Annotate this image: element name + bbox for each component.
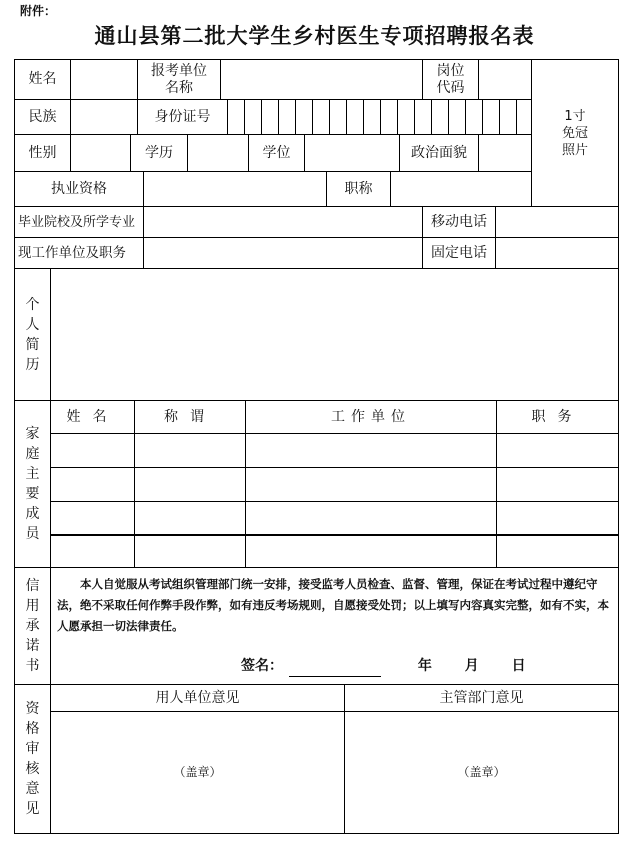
id-digit-box[interactable] [363,99,381,135]
field-gender[interactable] [70,134,131,172]
id-digit-box[interactable] [482,99,500,135]
family-cell-position[interactable] [496,467,619,502]
id-digit-box[interactable] [278,99,296,135]
promise-char: 诺 [25,638,40,654]
field-name[interactable] [70,59,138,100]
label-ethnicity: 民族 [14,99,71,135]
employer-opinion-header: 用人单位意见 [50,684,345,712]
label-qualification-review [14,684,51,834]
table-row [14,534,619,568]
review-char: 格 [25,721,40,737]
promise-char: 用 [25,598,40,614]
promise-char: 信 [25,578,40,594]
id-digit-box[interactable] [380,99,398,135]
resume-char: 个 [25,296,40,313]
id-digit-box[interactable] [346,99,364,135]
field-resume[interactable] [50,268,619,401]
review-char: 核 [25,761,40,777]
field-education[interactable] [187,134,249,172]
photo-line1: 1寸 [564,108,586,124]
field-work-unit[interactable] [143,237,423,269]
field-school-major[interactable] [143,206,423,238]
family-cell-name[interactable] [50,534,135,568]
family-header-name: 姓名 [50,400,135,434]
family-cell-name[interactable] [50,467,135,502]
field-title-rank[interactable] [390,171,532,207]
label-applied-unit [137,59,221,100]
label-credit-promise [14,567,51,685]
label-resume [14,268,51,401]
id-digit-box[interactable] [261,99,279,135]
label-gender: 性别 [14,134,71,172]
promise-char: 书 [25,658,40,674]
family-char: 成 [25,506,40,522]
review-char: 见 [25,801,40,817]
date-year: 年 [417,658,432,674]
label-political-status: 政治面貌 [399,134,479,172]
family-char: 主 [25,466,40,482]
id-digit-box[interactable] [329,99,347,135]
id-digit-box[interactable] [465,99,483,135]
label-name: 姓名 [14,59,71,100]
field-degree[interactable] [304,134,400,172]
id-number-digit-boxes[interactable] [227,99,532,135]
id-digit-box[interactable] [244,99,262,135]
label-education: 学历 [130,134,188,172]
id-digit-box[interactable] [516,99,532,135]
family-cell-work-unit[interactable] [245,501,497,536]
family-cell-relation[interactable] [134,534,246,568]
id-digit-box[interactable] [295,99,313,135]
employer-seal-label: （盖章） [173,765,222,779]
family-cell-work-unit[interactable] [245,467,497,502]
family-cell-position[interactable] [496,534,619,568]
family-cell-position[interactable] [496,433,619,468]
field-mobile[interactable] [495,206,619,238]
registration-form [14,59,619,834]
family-cell-name[interactable] [50,433,135,468]
family-cell-work-unit[interactable] [245,433,497,468]
family-header-work-unit: 工作单位 [245,400,497,434]
label-applied-unit-line2: 名称 [165,79,193,96]
photo-line3: 照片 [561,142,588,158]
id-digit-box[interactable] [312,99,330,135]
review-char: 意 [25,781,40,797]
label-post-code [422,59,479,100]
form-title: 通山县第二批大学生乡村医生专项招聘报名表 [94,24,535,48]
table-row [14,433,619,467]
id-digit-box[interactable] [448,99,466,135]
id-digit-box[interactable] [397,99,415,135]
family-cell-position[interactable] [496,501,619,536]
id-digit-box[interactable] [414,99,432,135]
resume-char: 人 [25,316,40,333]
family-char: 家 [25,426,40,442]
dept-opinion-box[interactable] [344,711,619,834]
table-row [14,467,619,501]
photo-box[interactable] [531,59,619,207]
dept-opinion-header: 主管部门意见 [344,684,619,712]
label-id-number: 身份证号 [137,99,228,135]
field-license[interactable] [143,171,327,207]
field-applied-unit[interactable] [220,59,423,100]
family-header-relation: 称谓 [134,400,246,434]
credit-promise-box [50,567,619,685]
id-digit-box[interactable] [499,99,517,135]
label-license: 执业资格 [14,171,144,207]
attachment-label: 附件： [20,4,57,18]
resume-char: 历 [25,356,40,373]
family-cell-relation[interactable] [134,501,246,536]
employer-opinion-box[interactable] [50,711,345,834]
sign-date [404,658,540,674]
dept-seal-label: （盖章） [457,765,506,779]
label-school-major: 毕业院校及所学专业 [14,206,144,238]
family-header-position: 职务 [496,400,619,434]
table-row [14,501,619,535]
label-title-rank: 职称 [326,171,391,207]
label-post-code-line1: 岗位 [436,62,465,79]
family-char: 庭 [25,446,40,462]
family-cell-relation[interactable] [134,467,246,502]
review-char: 审 [25,741,40,757]
photo-line2: 免冠 [561,125,588,141]
review-char: 资 [25,701,40,717]
promise-char: 承 [25,618,40,634]
field-political-status[interactable] [478,134,532,172]
signature-area [241,656,540,677]
family-char: 要 [25,486,40,502]
label-applied-unit-line1: 报考单位 [151,62,207,79]
label-post-code-line2: 代码 [436,79,465,96]
family-cell-name[interactable] [50,501,135,536]
signature-line[interactable] [289,660,381,677]
label-work-unit: 现工作单位及职务 [14,237,144,269]
credit-promise-text: 本人自觉服从考试组织管理部门统一安排，接受监考人员检查、监督、管理，保证在考试过程中遵纪守法，绝不采取任何作弊手段作弊，如有违反考场规则，自愿接受处罚；以上填写内容真实完整，如有不实，本人愿承担一切法律责任。 [57,577,609,633]
field-post-code[interactable] [478,59,532,100]
date-day: 日 [511,658,526,674]
id-digit-box[interactable] [431,99,449,135]
family-cell-relation[interactable] [134,433,246,468]
signature-label: 签名： [241,658,283,674]
field-ethnicity[interactable] [70,99,138,135]
resume-char: 简 [25,336,40,353]
field-landline[interactable] [495,237,619,269]
label-landline: 固定电话 [422,237,496,269]
label-degree: 学位 [248,134,305,172]
date-month: 月 [464,658,479,674]
label-mobile: 移动电话 [422,206,496,238]
family-char: 员 [25,526,40,542]
id-digit-box[interactable] [227,99,245,135]
family-cell-work-unit[interactable] [245,534,497,568]
